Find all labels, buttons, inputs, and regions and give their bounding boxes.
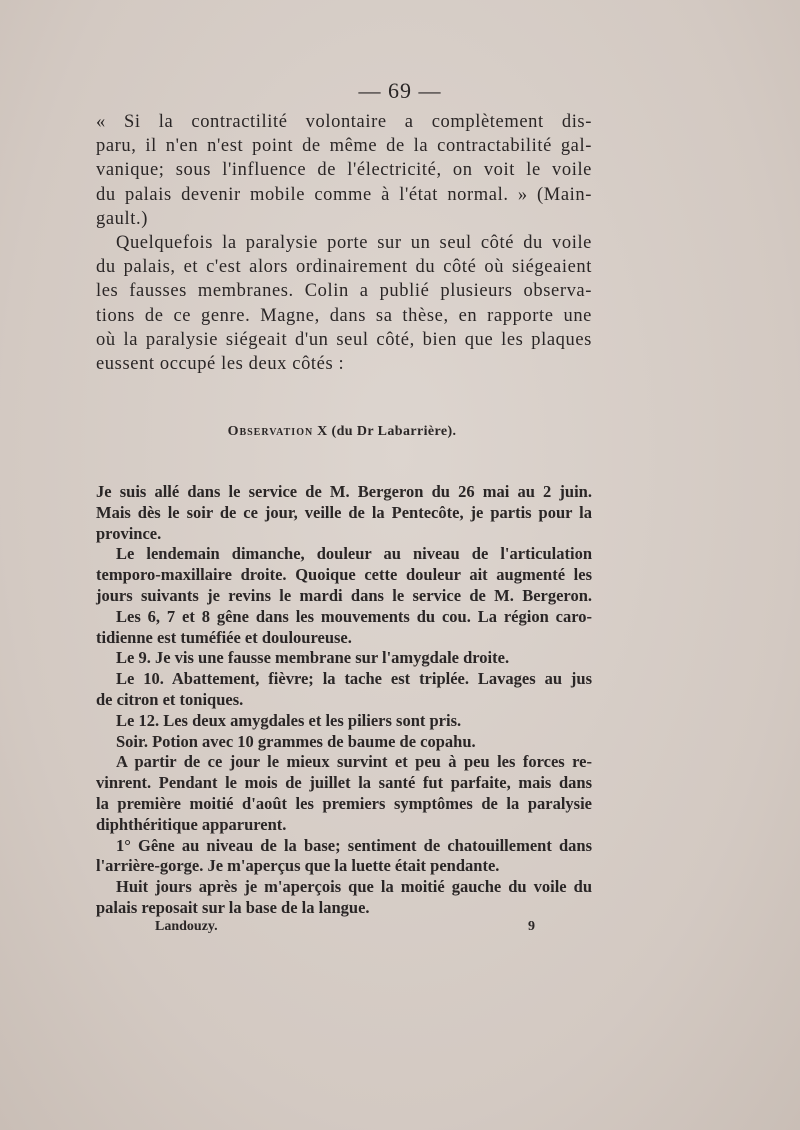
text-line: Je suis allé dans le service de M. Bergeron du 26 mai au 2 juin. bbox=[96, 482, 592, 501]
case-report bbox=[96, 482, 592, 919]
footer-signature-mark: 9 bbox=[528, 919, 535, 934]
intro-paragraphs bbox=[96, 110, 592, 376]
text-line: palais reposait sur la base de la langue. bbox=[96, 897, 370, 917]
text-line: Le 10. Abattement, fièvre; la tache est triplée. Lavages au jus bbox=[116, 669, 592, 689]
text-line: eussent occupé les deux côtés : bbox=[96, 354, 345, 375]
text-line: Le 12. Les deux amygdales et les piliers sont pris. bbox=[116, 710, 462, 730]
text-line: la première moitié d'août les premiers symptômes de la paralysie bbox=[96, 793, 592, 813]
text-line: Soir. Potion avec 10 grammes de baume de copahu. bbox=[116, 731, 476, 751]
text-line: tidienne est tuméfiée et douloureuse. bbox=[96, 627, 352, 647]
observation-heading bbox=[0, 424, 684, 440]
text-line: vinrent. Pendant le mois de juillet la santé fut parfaite, mais dans bbox=[96, 773, 592, 793]
text-line: vanique; sous l'influence de l'électricité, on voit le voile bbox=[96, 160, 592, 181]
text-line: temporo-maxillaire droite. Quoique cette douleur ait augmenté les bbox=[96, 565, 592, 585]
text-line: du palais, et c'est alors ordinairement du côté où siégeaient bbox=[96, 257, 592, 278]
text-line: Le 9. Je vis une fausse membrane sur l'amygdale droite. bbox=[116, 648, 510, 668]
text-line: « Si la contractilité volontaire a complètement dis- bbox=[96, 112, 592, 132]
page-footer bbox=[155, 919, 535, 935]
page-number: — 69 — bbox=[358, 78, 442, 103]
text-line: 1° Gêne au niveau de la base; sentiment de chatouillement dans bbox=[116, 835, 592, 855]
text-line: de citron et toniques. bbox=[96, 689, 244, 709]
text-line: Quelquefois la paralysie porte sur un seul côté du voile bbox=[116, 233, 592, 254]
text-line: les fausses membranes. Colin a publié plusieurs observa- bbox=[96, 281, 592, 302]
text-line: jours suivants je revins le mardi dans le service de M. Bergeron. bbox=[96, 585, 592, 605]
text-line: l'arrière-gorge. Je m'aperçus que la luette était pendante. bbox=[96, 856, 500, 876]
text-line: province. bbox=[96, 523, 162, 543]
observation-label: Observation bbox=[227, 424, 314, 439]
footer-author: Landouzy. bbox=[155, 919, 218, 934]
text-line: Mais dès le soir de ce jour, veille de la Pentecôte, je partis pour la bbox=[96, 502, 592, 522]
text-line: A partir de ce jour le mieux survint et peu à peu les forces re- bbox=[116, 752, 592, 772]
text-line: où la paralysie siégeait d'un seul côté, bien que les plaques bbox=[96, 329, 592, 350]
text-line: Les 6, 7 et 8 gêne dans les mouvements du cou. La région caro- bbox=[116, 606, 592, 626]
text-line: tions de ce genre. Magne, dans sa thèse, en rapporte une bbox=[96, 305, 592, 326]
text-line: paru, il n'en n'est point de même de la contractabilité gal- bbox=[96, 136, 592, 157]
text-line: Le lendemain dimanche, douleur au niveau de l'articulation bbox=[116, 544, 592, 564]
observation-title: X (du Dr Labarrière). bbox=[313, 424, 457, 439]
text-line: gault.) bbox=[96, 208, 148, 229]
text-line: du palais devenir mobile comme à l'état normal. » (Main- bbox=[96, 184, 592, 205]
text-line: diphthéritique apparurent. bbox=[96, 814, 287, 834]
text-line: Huit jours après je m'aperçois que la moitié gauche du voile du bbox=[116, 877, 592, 897]
